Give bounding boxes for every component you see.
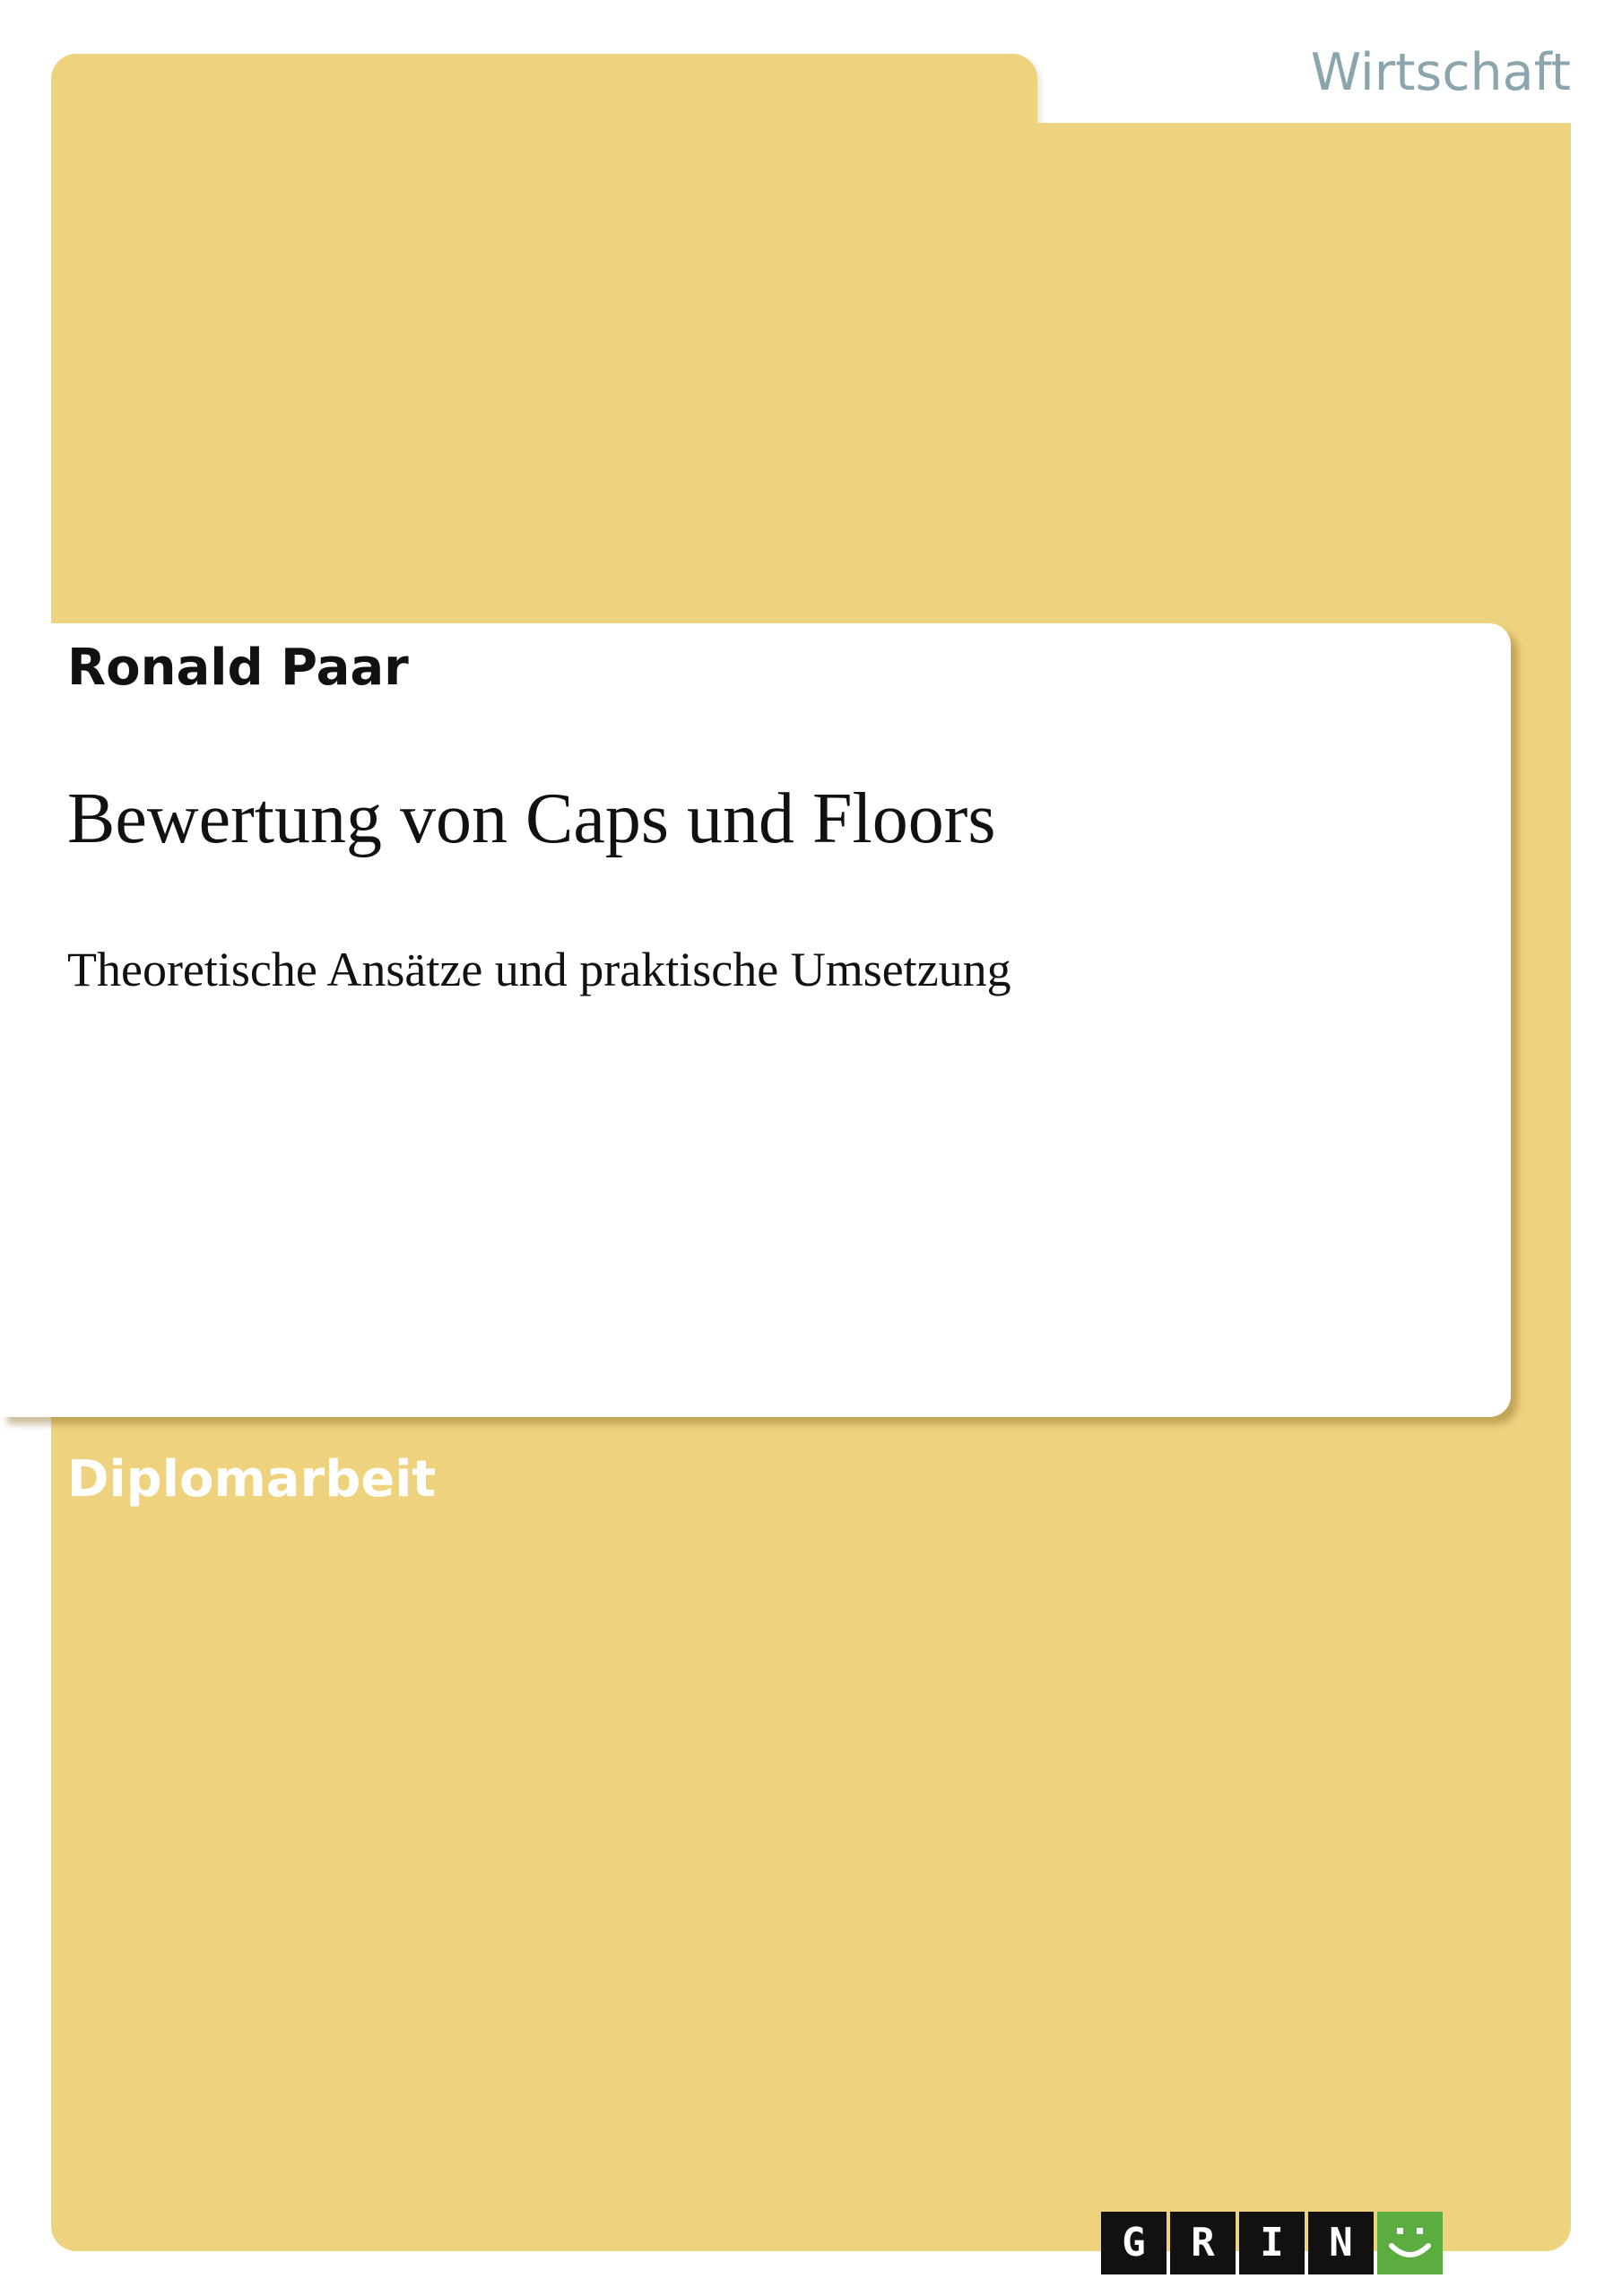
logo-letter-g: G <box>1101 2212 1167 2274</box>
smiley-icon <box>1377 2212 1443 2274</box>
title-card <box>0 623 1511 1417</box>
book-title: Bewertung von Caps und Floors <box>67 779 996 858</box>
book-subtitle: Theoretische Ansätze und praktische Umsetzung <box>67 943 1011 996</box>
author-name: Ronald Paar <box>67 639 409 697</box>
logo-letter-n: N <box>1308 2212 1374 2274</box>
category-label: Wirtschaft <box>1310 43 1571 102</box>
logo-letter-i: I <box>1239 2212 1305 2274</box>
document-type: Diplomarbeit <box>67 1450 437 1509</box>
publisher-logo <box>1101 2212 1443 2274</box>
logo-letter-r: R <box>1170 2212 1236 2274</box>
